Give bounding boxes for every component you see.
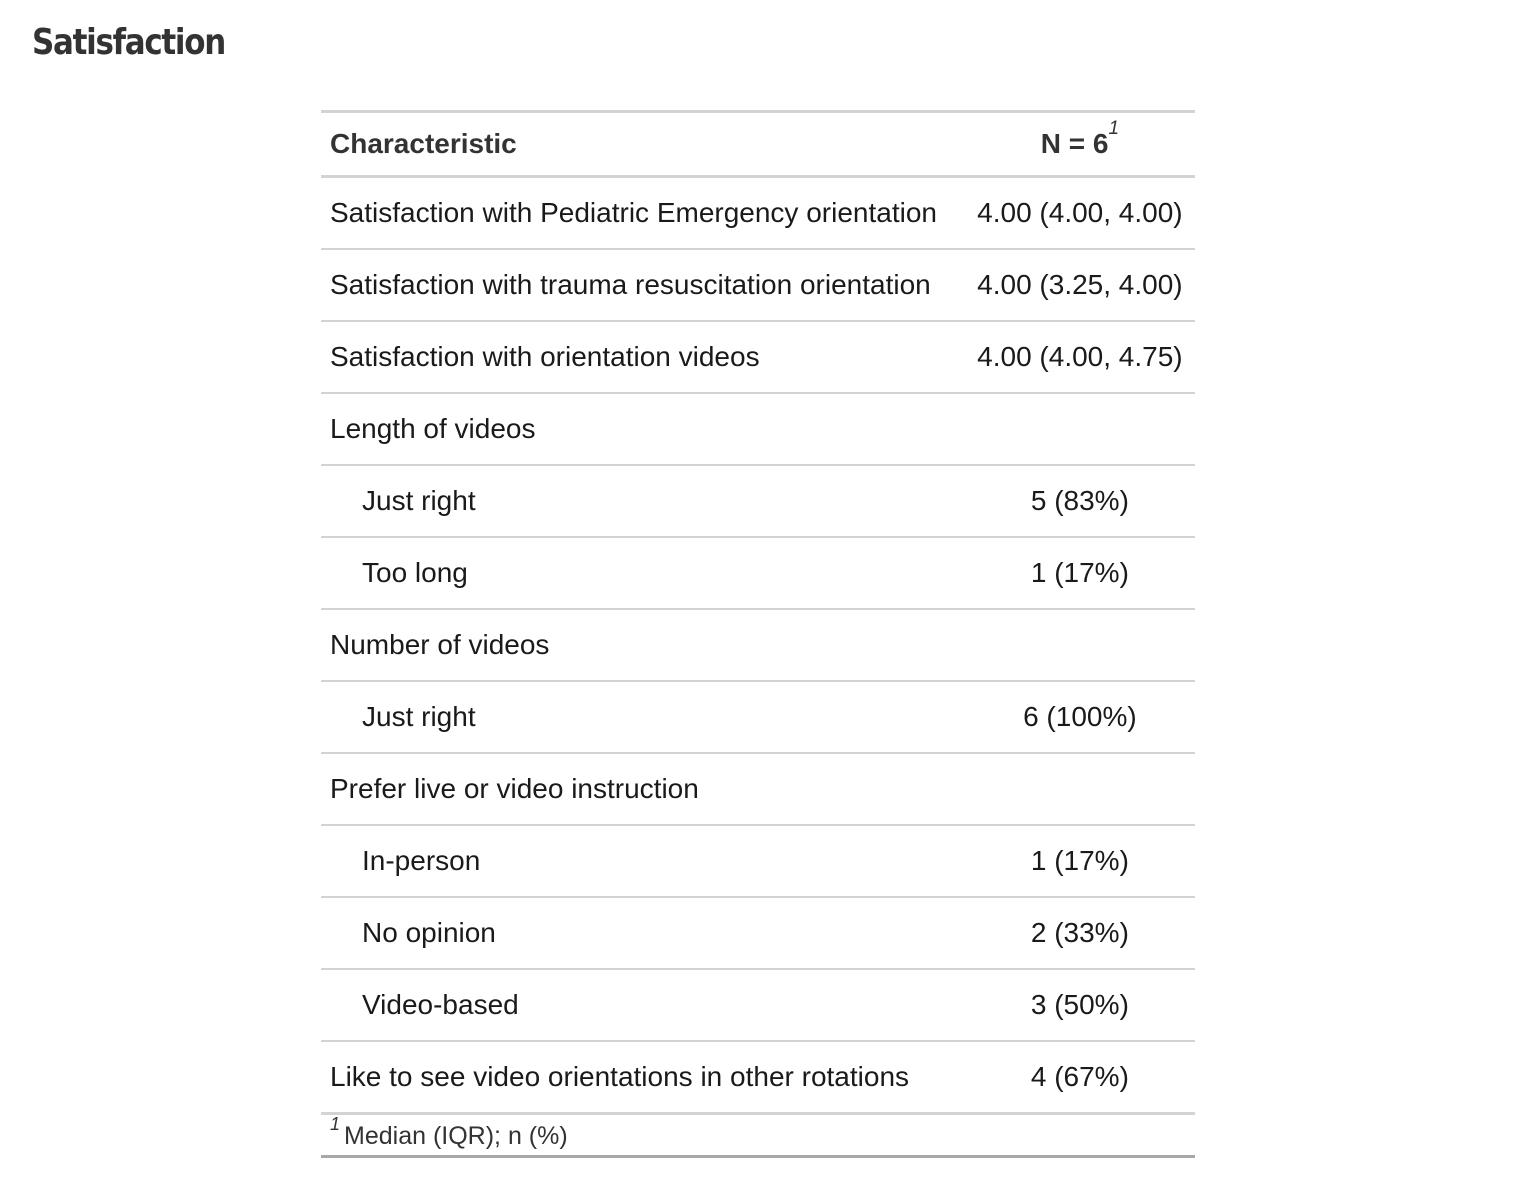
footnote-mark: 1: [330, 1114, 341, 1134]
table-row: [321, 321, 1195, 393]
row-label: Satisfaction with orientation videos: [321, 321, 965, 393]
row-value: 6 (100%): [965, 681, 1195, 753]
header-n-label: N = 6: [1040, 128, 1109, 159]
row-label: Length of videos: [321, 393, 965, 465]
table-row: [321, 1041, 1195, 1114]
row-value: [965, 393, 1195, 465]
header-characteristic: Characteristic: [321, 112, 965, 177]
row-value: 2 (33%): [965, 897, 1195, 969]
table-row: [321, 177, 1195, 250]
row-value: 1 (17%): [965, 825, 1195, 897]
header-footnote-mark: 1: [1108, 118, 1120, 139]
row-value: 4.00 (4.00, 4.75): [965, 321, 1195, 393]
row-value: 4 (67%): [965, 1041, 1195, 1114]
row-value: 3 (50%): [965, 969, 1195, 1041]
summary-table: [321, 110, 1195, 1158]
footnote-text: Median (IQR); n (%): [344, 1122, 568, 1150]
table-row: [321, 825, 1195, 897]
row-value: [965, 609, 1195, 681]
row-label: In-person: [321, 825, 965, 897]
row-value: [965, 753, 1195, 825]
table-row: [321, 969, 1195, 1041]
row-label: Too long: [321, 537, 965, 609]
table-row: [321, 249, 1195, 321]
table-row: [321, 681, 1195, 753]
table-row-group: [321, 609, 1195, 681]
row-value: 4.00 (3.25, 4.00): [965, 249, 1195, 321]
row-label: Prefer live or video instruction: [321, 753, 965, 825]
row-value: 4.00 (4.00, 4.00): [965, 177, 1195, 250]
row-label: Video-based: [321, 969, 965, 1041]
table-row: [321, 465, 1195, 537]
table-header-row: [321, 112, 1195, 177]
row-label: Just right: [321, 465, 965, 537]
table-row-group: [321, 753, 1195, 825]
row-label: No opinion: [321, 897, 965, 969]
table-row-group: [321, 393, 1195, 465]
header-n: [965, 112, 1195, 177]
table-footnote: [321, 1114, 1195, 1157]
row-value: 1 (17%): [965, 537, 1195, 609]
row-value: 5 (83%): [965, 465, 1195, 537]
row-label: Just right: [321, 681, 965, 753]
table-row: [321, 897, 1195, 969]
row-label: Like to see video orientations in other rotations: [321, 1041, 965, 1114]
page-title: Satisfaction: [32, 22, 225, 63]
table-footnote-row: [321, 1114, 1195, 1157]
row-label: Satisfaction with Pediatric Emergency orientation: [321, 177, 965, 250]
row-label: Number of videos: [321, 609, 965, 681]
table-row: [321, 537, 1195, 609]
row-label: Satisfaction with trauma resuscitation orientation: [321, 249, 965, 321]
